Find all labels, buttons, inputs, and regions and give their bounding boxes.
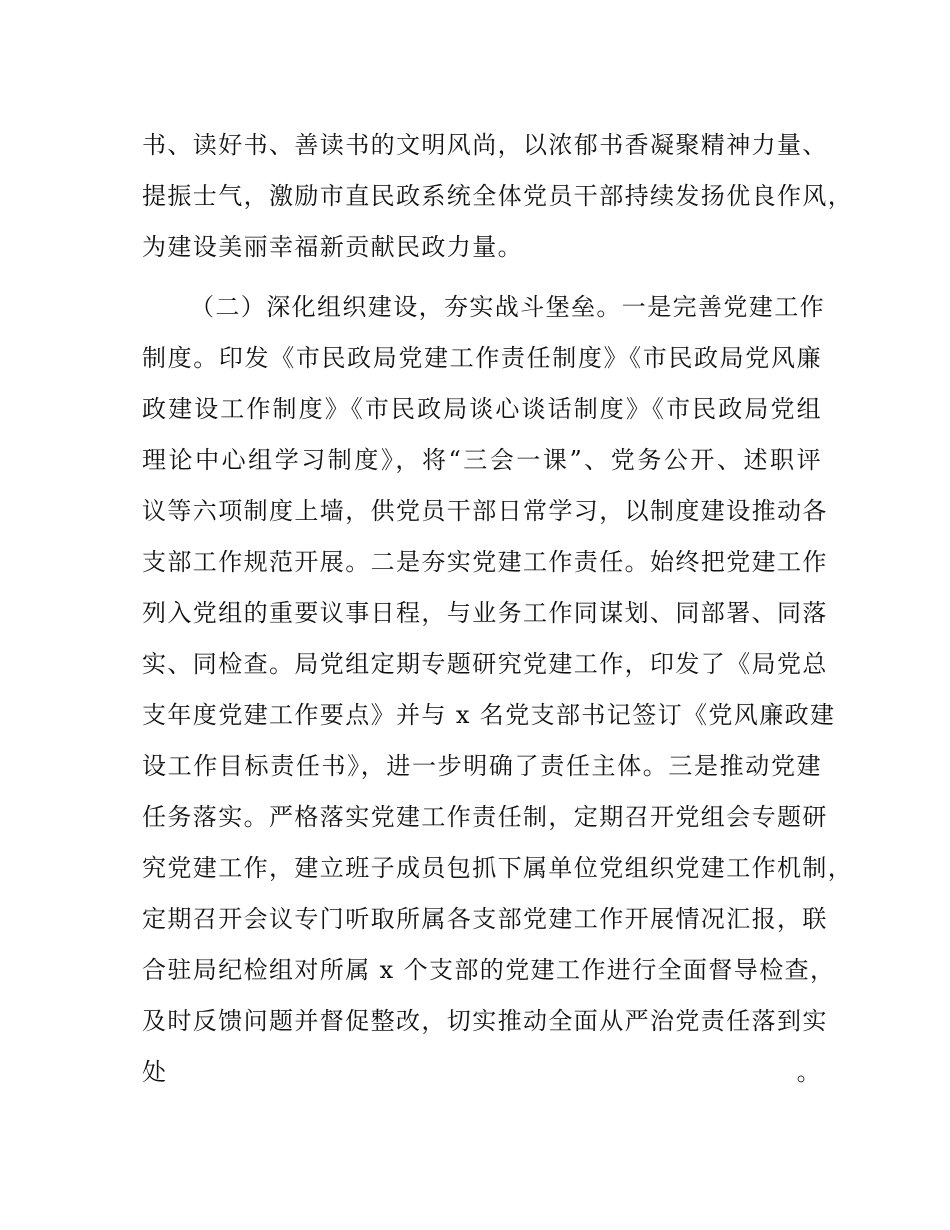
text-line: 议等六项制度上墙，供党员干部日常学习，以制度建设推动各: [142, 497, 828, 525]
text-line: 实、同检查。局党组定期专题研究党建工作，印发了《局党总: [142, 650, 828, 678]
text-line: [142, 1098, 822, 1149]
text-line: 定期召开会议专门听取所属各支部党建工作开展情况汇报，联: [142, 905, 828, 933]
text-line: 为建设美丽幸福新贡献民政力量。: [142, 233, 523, 261]
text-line: 处。: [142, 1058, 822, 1086]
text-line: 提振士气，激励市直民政系统全体党员干部持续发扬优良作风，: [142, 182, 854, 210]
text-line: 设工作目标责任书》，进一步明确了责任主体。三是推动党建: [142, 752, 822, 780]
paragraph-organization-building: [142, 282, 854, 1149]
text-line: 任务落实。严格落实党建工作责任制，定期召开党组会专题研: [142, 803, 828, 831]
text-line: 究党建工作，建立班子成员包抓下属单位党组织党建工作机制，: [142, 854, 854, 882]
text-line: 合驻局纪检组对所属 x 个支部的党建工作进行全面督导检查，: [142, 956, 836, 984]
text-line: 书、读好书、善读书的文明风尚，以浓郁书香凝聚精神力量、: [142, 131, 828, 159]
paragraph-continuation: [142, 120, 854, 273]
text-line: 理论中心组学习制度》，将“三会一课”、党务公开、述职评: [142, 446, 822, 474]
text-line: 列入党组的重要议事日程，与业务工作同谋划、同部署、同落: [142, 599, 828, 627]
text-line: 支部工作规范开展。二是夯实党建工作责任。始终把党建工作: [142, 548, 828, 576]
text-line-heading: （二）深化组织建设，夯实战斗堡垒。一是完善党建工作: [190, 293, 825, 321]
text-line: 支年度党建工作要点》并与 x 名党支部书记签订《党风廉政建: [142, 701, 836, 729]
text-line: 制度。印发《市民政局党建工作责任制度》《市民政局党风廉: [142, 344, 822, 372]
text-line: 及时反馈问题并督促整改，切实推动全面从严治党责任落到实: [142, 1007, 828, 1035]
text-line: 政建设工作制度》《市民政局谈心谈话制度》《市民政局党组: [142, 395, 822, 423]
